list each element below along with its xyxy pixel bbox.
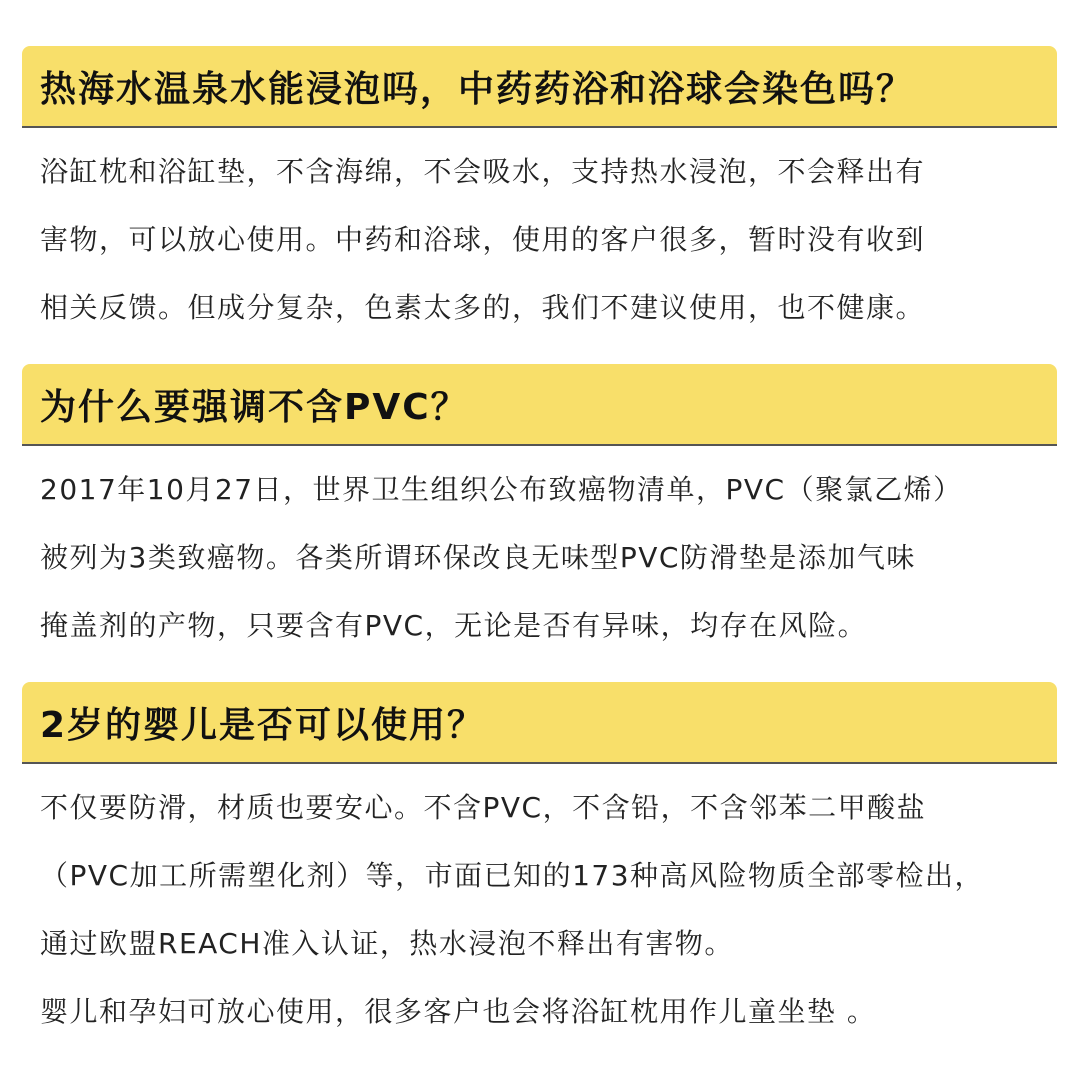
paragraph-line: 掩盖剂的产物，只要含有PVC，无论是否有异味，均存在风险。 — [40, 609, 868, 642]
section-title: 为什么要强调不含PVC？ — [40, 386, 469, 428]
section-header-infant — [22, 682, 1057, 764]
paragraph-line: 婴儿和孕妇可放心使用，很多客户也会将浴缸枕用作儿童坐垫 。 — [40, 995, 877, 1028]
paragraph-line: 不仅要防滑，材质也要安心。不含PVC，不含铅，不含邻苯二甲酸盐 — [40, 791, 927, 824]
paragraph-line: 被列为3类致癌物。各类所谓环保改良无味型PVC防滑垫是添加气味 — [40, 541, 916, 574]
paragraph-line: 2017年10月27日，世界卫生组织公布致癌物清单，PVC（聚氯乙烯） — [40, 473, 963, 506]
paragraph-line: 通过欧盟REACH准入认证，热水浸泡不释出有害物。 — [40, 927, 734, 960]
section-body-infant — [40, 774, 1050, 1046]
section-header-hot-spring — [22, 46, 1057, 128]
section-header-pvc — [22, 364, 1057, 446]
section-body-pvc — [40, 456, 1050, 660]
section-title: 热海水温泉水能浸泡吗，中药药浴和浴球会染色吗？ — [40, 68, 915, 110]
section-body-hot-spring — [40, 138, 1050, 342]
paragraph-line: 相关反馈。但成分复杂，色素太多的，我们不建议使用，也不健康。 — [40, 291, 926, 324]
paragraph-line: 害物，可以放心使用。中药和浴球，使用的客户很多，暂时没有收到 — [40, 223, 926, 256]
paragraph-line: （PVC加工所需塑化剂）等，市面已知的173种高风险物质全部零检出， — [40, 859, 985, 892]
section-title: 2岁的婴儿是否可以使用？ — [40, 704, 486, 746]
paragraph-line: 浴缸枕和浴缸垫，不含海绵，不会吸水，支持热水浸泡，不会释出有 — [40, 155, 926, 188]
